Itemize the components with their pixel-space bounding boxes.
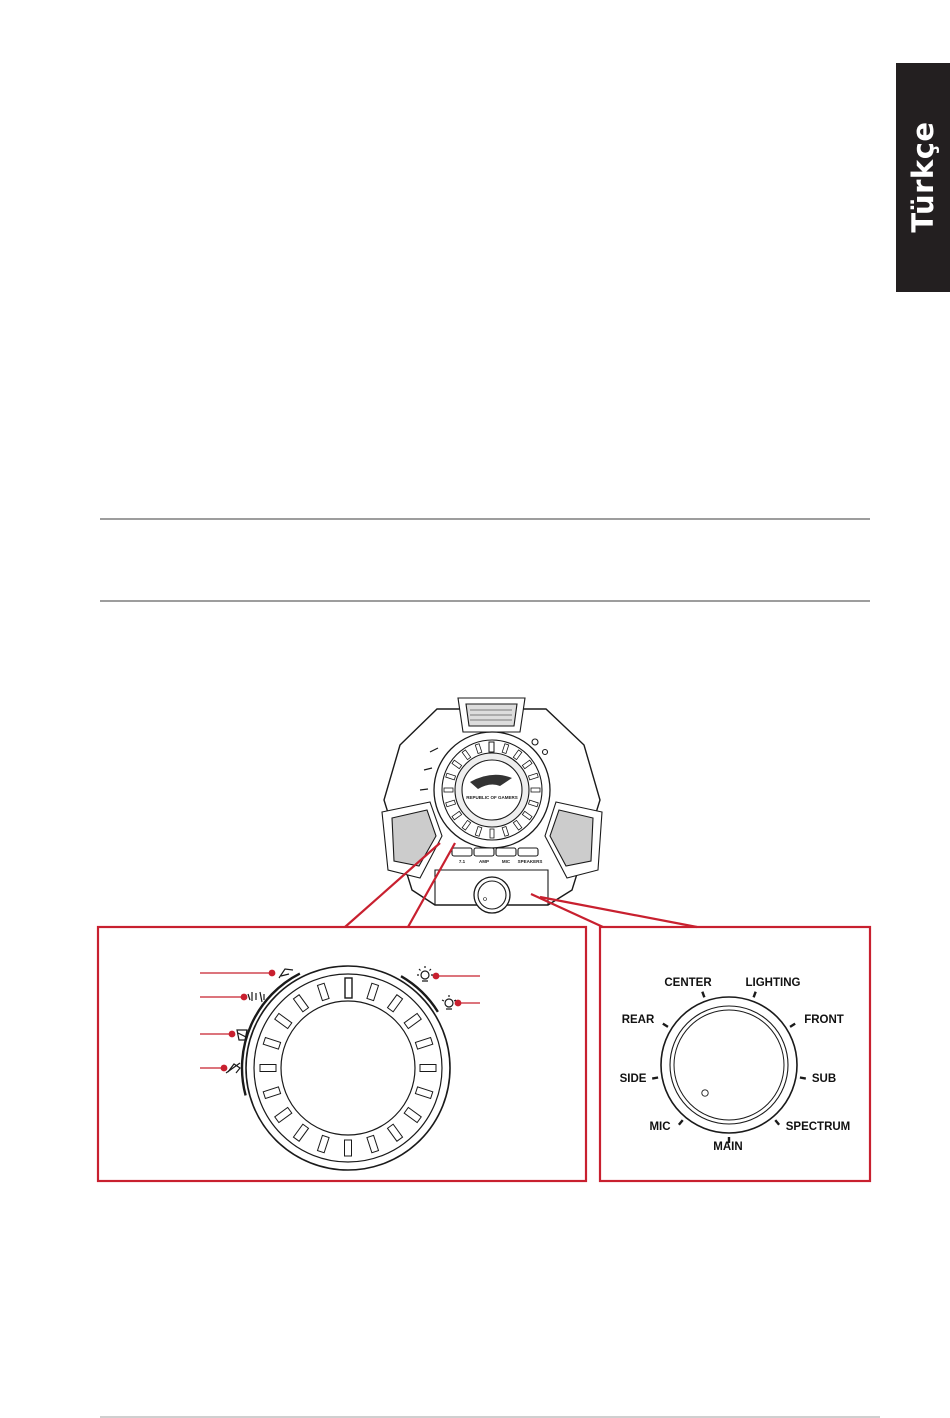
language-label: Türkçe [906,121,940,233]
device-logo-text: REPUBLIC OF GAMERS [466,795,518,800]
ring-detail [200,966,480,1170]
ring-detail-frame [98,927,586,1181]
ring-segment [367,1135,379,1152]
knob-label-main: MAIN [713,1141,743,1153]
knob-tick-rear [663,1024,668,1027]
knob-tick-center [702,992,704,998]
ring-segment [293,995,308,1012]
ring-segment [404,1013,421,1028]
ring-segment [293,1124,308,1141]
knob-tick-front [790,1024,795,1027]
device-ring-segment [444,788,453,792]
ring-segment [275,1013,292,1028]
ring-segment [317,983,329,1000]
knob-label-front: FRONT [804,1014,844,1026]
knob-detail [620,977,851,1153]
ring-segment [387,1124,402,1141]
knob-label-center: CENTER [664,977,712,989]
knob-label-rear: REAR [621,1014,655,1026]
knob-tick-mic [679,1120,683,1125]
mute-icon [226,1063,240,1073]
knob-indicator-dot [702,1090,708,1096]
ring-segment [404,1107,421,1122]
ring-segment [415,1087,432,1099]
lighting-bright-icon [417,966,433,981]
headphone-icon [279,969,293,978]
knob-label-sub: SUB [811,1073,837,1085]
ring-segment [263,1087,280,1099]
lighting-dim-icon [442,995,456,1009]
ring-segment [415,1037,432,1049]
ring-segment [317,1135,329,1152]
knob-label-lighting: LIGHTING [745,977,801,989]
device-button-label: MIC [501,859,511,864]
device-button-label: SPEAKERS [517,859,543,864]
knob-tick-lighting [754,992,756,998]
knob-tick-spectrum [775,1120,779,1125]
device-ring-segment [531,788,540,792]
knob-label-mic: MIC [649,1121,671,1133]
device-drawing [382,698,602,913]
mic-icon [237,1030,247,1040]
ring-segment [387,995,402,1012]
knob-tick-sub [800,1078,806,1079]
ring-segment [420,1065,436,1072]
vibration-icon [248,992,264,1002]
knob-label-side: SIDE [619,1073,647,1085]
device-button-label: 7.1 [458,859,466,864]
device-ring-segment [490,829,494,838]
ring-segment [345,1140,352,1156]
ring-segment [260,1065,276,1072]
device-button-label: AMP [479,859,489,864]
ring-segment [263,1037,280,1049]
knob-tick-side [652,1078,658,1079]
knob-label-spectrum: SPECTRUM [785,1121,851,1133]
ring-segment [367,983,379,1000]
ring-segment [275,1107,292,1122]
